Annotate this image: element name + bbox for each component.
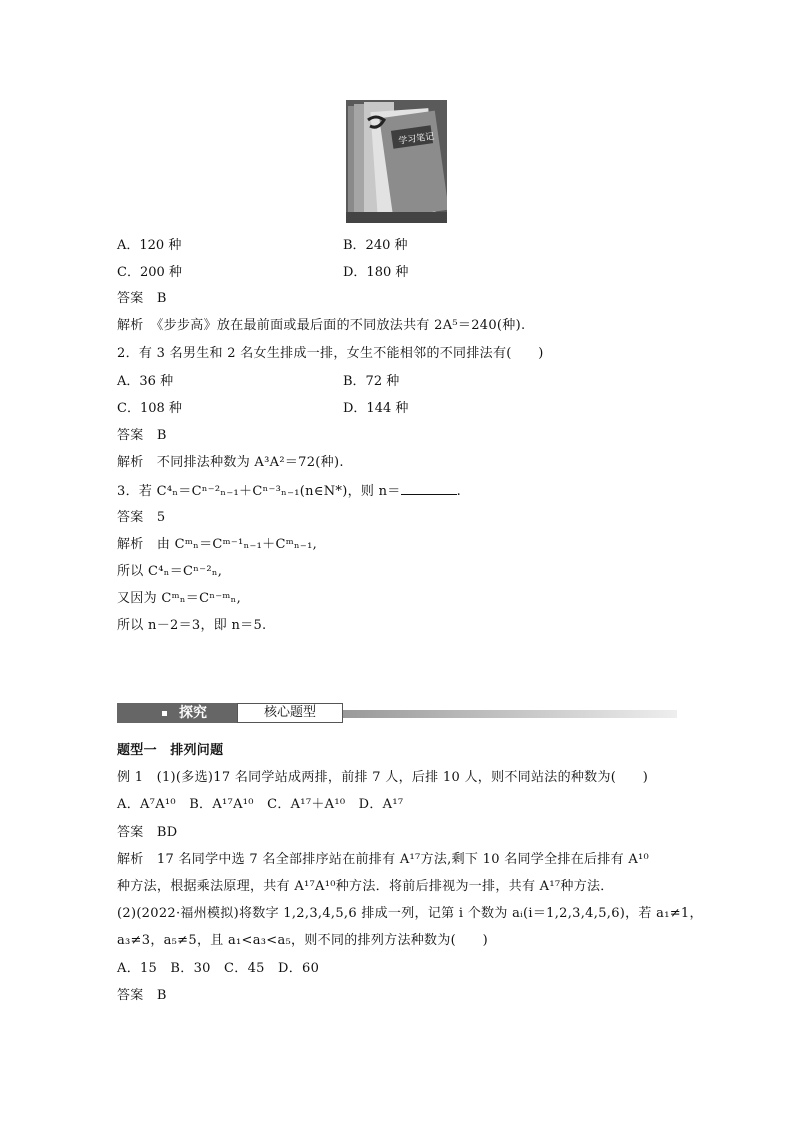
banner-right-label: 核心题型 — [237, 703, 343, 723]
question-3-stem — [117, 481, 461, 501]
banner-dark-block — [117, 703, 237, 723]
q2-option-c: C．108 种 — [117, 401, 182, 416]
example-2-stem-1: (2)(2022·福州模拟)将数字 1,2,3,4,5,6 排成一列，记第 i 个数为 aᵢ(i＝1,2,3,4,5,6)，若 a₁≠1， — [117, 906, 703, 921]
example-1-analysis-2: 种方法，根据乘法原理，共有 A¹⁷A¹⁰种方法．将前后排视为一排，共有 A¹⁷种方法． — [117, 879, 614, 894]
example-1-options: A．A⁷A¹⁰ B．A¹⁷A¹⁰ C．A¹⁷＋A¹⁰ D．A¹⁷ — [117, 797, 404, 812]
example-1-analysis-1: 解析 17 名同学中选 7 名全部排序站在前排有 A¹⁷方法,剩下 10 名同学全排在后排有 A¹⁰ — [117, 852, 650, 867]
option-c: C．200 种 — [117, 265, 182, 280]
example-1-stem: 例 1 (1)(多选)17 名同学站成两排，前排 7 人，后排 10 人，则不同站法的种数为( ) — [117, 770, 649, 785]
banner-gradient-bar — [343, 710, 677, 718]
q2-option-d: D．144 种 — [343, 401, 409, 416]
analysis-text: 解析 《步步高》放在最前面或最后面的不同放法共有 2A⁵＝240(种). — [117, 318, 526, 333]
section-banner — [117, 703, 677, 723]
answer-blank — [401, 481, 457, 495]
option-a: A．120 种 — [117, 238, 182, 253]
section-title: 题型一 排列问题 — [117, 743, 224, 758]
example-2-options: A．15 B．30 C．45 D．60 — [117, 961, 320, 976]
q2-analysis: 解析 不同排法种数为 A³A²＝72(种). — [117, 455, 344, 470]
q3-answer: 答案 5 — [117, 510, 166, 525]
example-2-stem-2: a₃≠3，a₅≠5，且 a₁<a₃<a₅，则不同的排列方法种数为( ) — [117, 933, 488, 948]
book-stack-image — [346, 100, 447, 223]
q3-analysis-line-1: 解析 由 Cᵐₙ＝Cᵐ⁻¹ₙ₋₁＋Cᵐₙ₋₁, — [117, 537, 318, 552]
square-bullet-icon — [162, 711, 167, 716]
example-2-answer: 答案 B — [117, 988, 167, 1003]
q3-analysis-line-4: 所以 n－2＝3，即 n＝5. — [117, 618, 267, 633]
q3-stem-text: 3．若 C⁴ₙ＝Cⁿ⁻²ₙ₋₁＋Cⁿ⁻³ₙ₋₁(n∈N*)，则 n＝ — [117, 484, 401, 499]
q2-answer: 答案 B — [117, 428, 167, 443]
q3-analysis-line-2: 所以 C⁴ₙ＝Cⁿ⁻²ₙ, — [117, 564, 223, 579]
book-photo — [346, 100, 447, 223]
banner-left-label: 探究 — [179, 705, 207, 721]
question-2-stem: 2．有 3 名男生和 2 名女生排成一排，女生不能相邻的不同排法有( ) — [117, 346, 544, 361]
option-b: B．240 种 — [343, 238, 408, 253]
q2-option-b: B．72 种 — [343, 374, 400, 389]
q3-stem-end: . — [456, 484, 462, 499]
q2-option-a: A．36 种 — [117, 374, 174, 389]
q3-analysis-line-3: 又因为 Cᵐₙ＝Cⁿ⁻ᵐₙ, — [117, 591, 242, 606]
example-1-answer: 答案 BD — [117, 825, 178, 840]
book-title-text: 学习笔记 — [397, 131, 435, 147]
answer-text: 答案 B — [117, 291, 167, 306]
option-d: D．180 种 — [343, 265, 409, 280]
